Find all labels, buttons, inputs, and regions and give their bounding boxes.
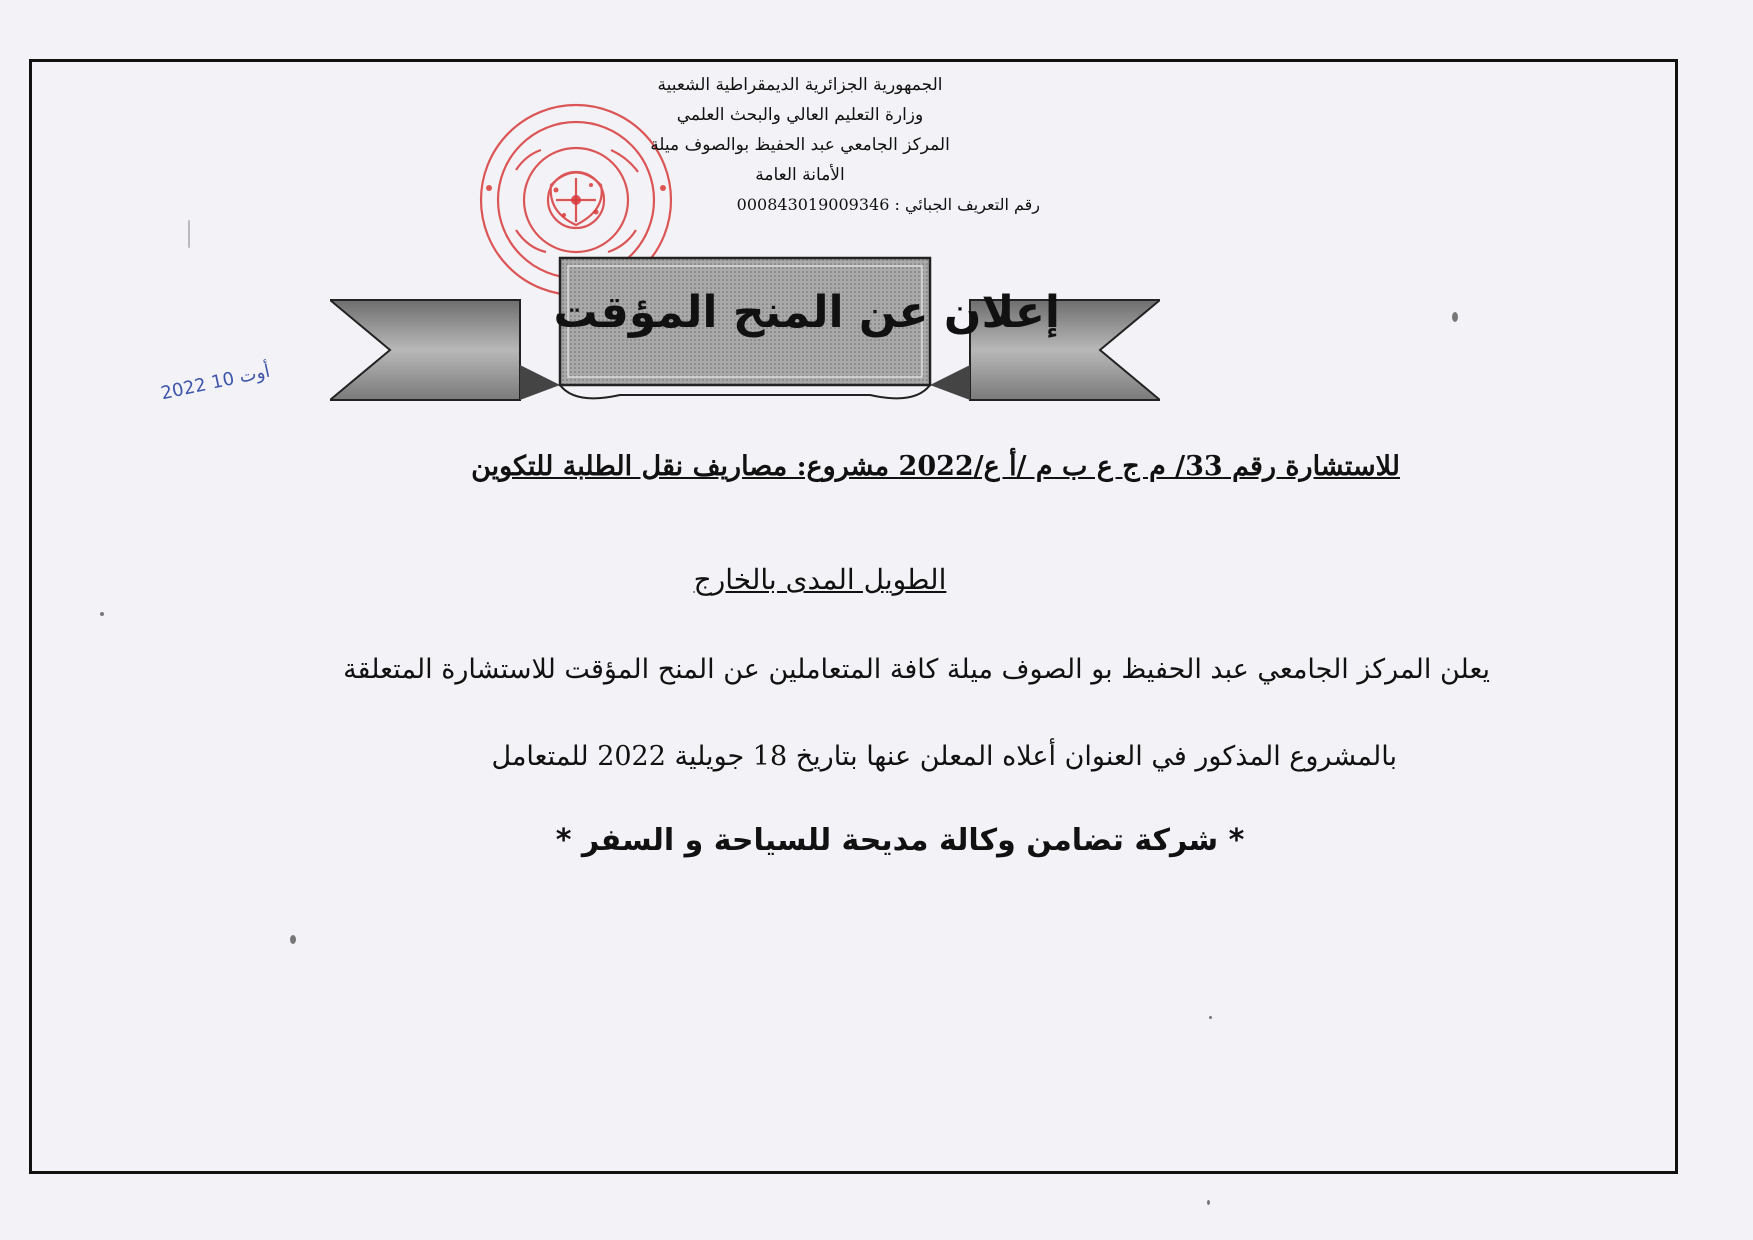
scan-speck [100, 612, 104, 616]
scan-speck [290, 935, 296, 944]
scan-speck [1452, 312, 1458, 322]
announcement-body-line-1: يعلن المركز الجامعي عبد الحفيظ بو الصوف ميلة كافة المتعاملين عن المنح المؤقت للاستشارة المتعلقة [343, 654, 1490, 685]
institution-header [560, 70, 1040, 220]
scan-speck [1207, 1200, 1210, 1205]
announcement-title: إعلان عن المنح المؤقت [553, 287, 1060, 338]
tax-id-label: رقم التعريف الجبائي : [894, 195, 1040, 214]
received-date-stamp: 2022 أوت 10 [159, 360, 272, 405]
center-name: المركز الجامعي عبد الحفيظ بوالصوف ميلة [650, 135, 950, 155]
document-border [29, 59, 1678, 1174]
project-subtitle: الطويل المدى بالخارج [693, 563, 947, 596]
scan-speck [1209, 1016, 1212, 1019]
secretariat-name: الأمانة العامة [755, 165, 845, 185]
republic-name: الجمهورية الجزائرية الديمقراطية الشعبية [657, 75, 943, 95]
scan-speck [188, 220, 190, 248]
awarded-company: * شركة تضامن وكالة مديحة للسياحة و السفر * [555, 823, 1245, 858]
announcement-body-line-2: بالمشروع المذكور في العنوان أعلاه المعلن عنها بتاريخ 18 جويلية 2022 للمتعامل [491, 741, 1397, 772]
ministry-name: وزارة التعليم العالي والبحث العلمي [676, 105, 924, 125]
tax-id-line [560, 190, 1040, 220]
consultation-reference: للاستشارة رقم 33/ م ج ع ب م /أ ع/2022 مشروع: مصاريف نقل الطلبة للتكوين [471, 451, 1400, 482]
tax-id-value: 000843019009346 [736, 195, 890, 214]
